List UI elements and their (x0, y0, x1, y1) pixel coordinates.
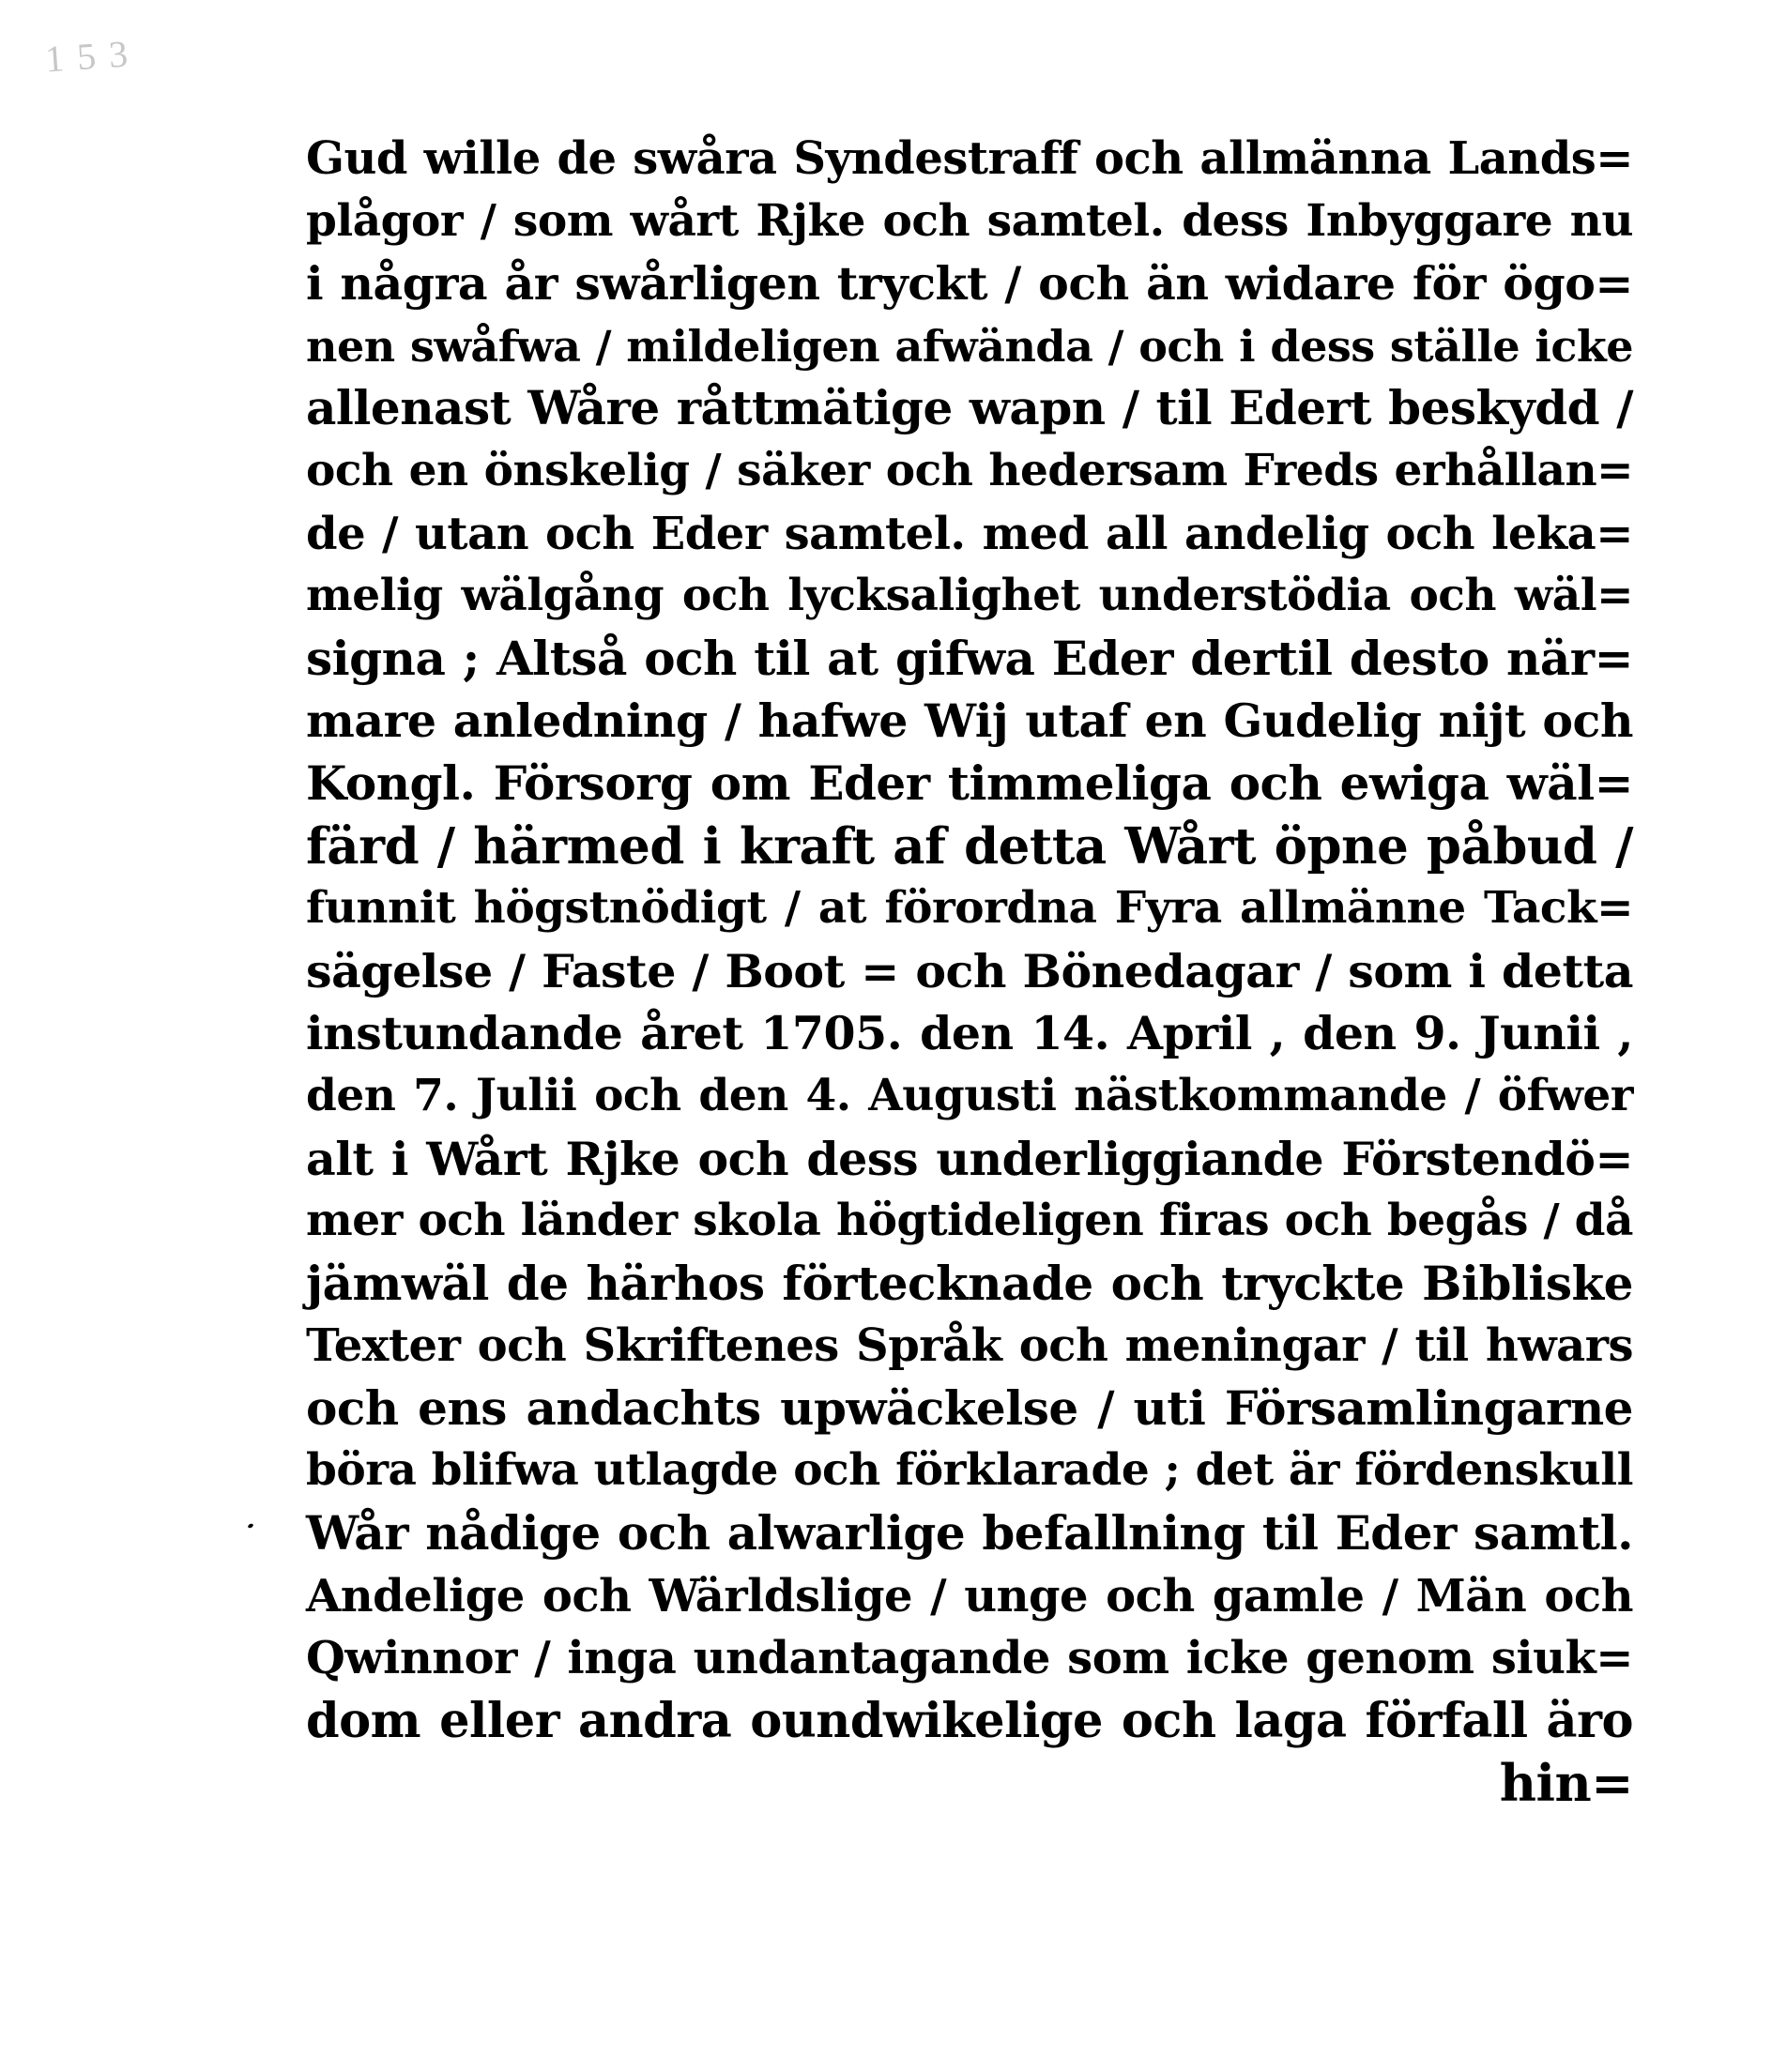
text-line-11: Kongl. Försorg om Eder timmeliga och ewiga wäl= (306, 754, 1633, 811)
text-line-4: nen swåfwa / mildeligen afwända / och i dess ställe icke (306, 320, 1633, 372)
text-line-13: funnit högstnödigt / at förordna Fyra allmänne Tack= (306, 882, 1633, 935)
text-line-17: alt i Wårt Rjke och dess underliggiande Förstendö= (306, 1131, 1633, 1186)
text-line-14: sägelse / Faste / Boot = och Bönedagar / som i detta (306, 943, 1633, 998)
text-line-12: färd / härmed i kraft af detta Wårt öpne påbud / (306, 816, 1633, 876)
document-body (306, 128, 1633, 1815)
text-line-22: böra blifwa utlagde och förklarade ; det är fördenskull (306, 1444, 1633, 1497)
text-line-16: den 7. Julii och den 4. Augusti nästkommande / öfwer (306, 1069, 1633, 1121)
ink-speck (247, 1523, 253, 1529)
catchword: hin= (1499, 1753, 1633, 1814)
text-line-2: plågor / som wårt Rjke och samtel. dess Inbyggare nu (306, 194, 1633, 247)
text-line-9: signa ; Altså och til at gifwa Eder dertil desto när= (306, 630, 1633, 686)
text-line-23: Wår nådige och alwarlige befallning til Eder samtl. (306, 1505, 1633, 1562)
text-line-19: jämwäl de härhos förtecknade och tryckte Bibliske (306, 1255, 1633, 1311)
text-line-15: instundande året 1705. den 14. April , den 9. Junii , (306, 1006, 1633, 1061)
text-line-26: dom eller andra oundwikelige och laga förfall äro (306, 1692, 1633, 1749)
text-line-21: och ens andachts upwäckelse / uti Församlingarne (306, 1379, 1633, 1436)
text-line-8: melig wälgång och lycksalighet understödia och wäl= (306, 570, 1633, 622)
text-line-24: Andelige och Wärldslige / unge och gamle / Män och (306, 1569, 1633, 1623)
text-line-18: mer och länder skola högtideligen firas och begås / då (306, 1195, 1633, 1247)
text-line-3: i några år swårligen tryckt / och än widare för ögo= (306, 256, 1633, 312)
text-line-10: mare anledning / hafwe Wij utaf en Gudelig nijt och (306, 693, 1633, 749)
page-number-mark: 153 (43, 31, 143, 81)
text-line-25: Qwinnor / inga undantagande som icke genom siuk= (306, 1632, 1633, 1685)
text-line-7: de / utan och Eder samtel. med all andelig och leka= (306, 507, 1633, 560)
text-line-1: Gud wille de swåra Syndestraff och allmänna Lands= (306, 132, 1633, 185)
text-line-20: Texter och Skriftenes Språk och meningar / til hwars (306, 1319, 1633, 1373)
text-line-5: allenast Wåre råttmätige wapn / til Edert beskydd / (306, 380, 1633, 436)
text-line-6: och en önskelig / säker och hedersam Freds erhållan= (306, 444, 1633, 496)
